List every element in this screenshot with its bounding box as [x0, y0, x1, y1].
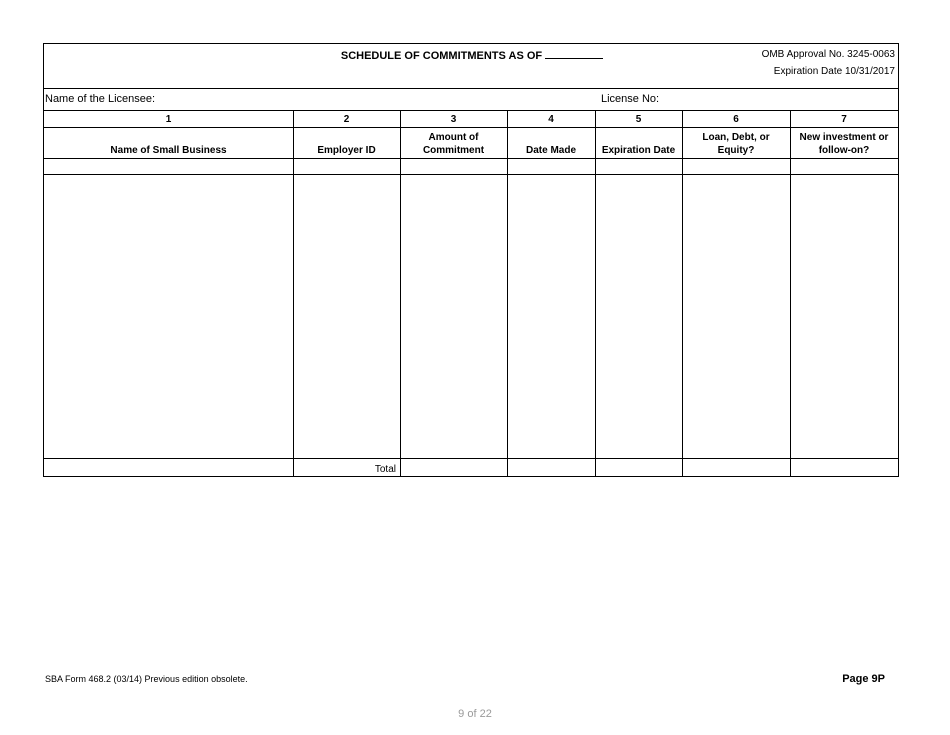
license-no-field[interactable]	[662, 90, 892, 109]
licensee-label: Name of the Licensee:	[45, 93, 156, 105]
total-label: Total	[374, 464, 396, 475]
col-header-new-or-follow-on	[790, 128, 898, 158]
col-number-5: 5	[635, 114, 642, 125]
col-header-text: Date Made	[525, 145, 576, 156]
divider-licensee	[44, 110, 898, 111]
entry-row-first[interactable]	[44, 159, 898, 174]
col-header-expiration-date	[595, 128, 682, 158]
col-header-amount	[400, 128, 507, 158]
col-header-text: Expiration Date	[601, 145, 676, 156]
license-no-label: License No:	[601, 93, 660, 105]
col-header-text: Loan, Debt, or Equity?	[702, 132, 770, 156]
commitments-form	[43, 43, 899, 477]
form-title-text: SCHEDULE OF COMMITMENTS AS OF	[340, 50, 543, 62]
col-number-6: 6	[733, 114, 739, 125]
col-number-2: 2	[343, 114, 350, 125]
divider-header	[44, 88, 898, 89]
total-row-fields[interactable]	[401, 459, 898, 477]
col-header-loan-debt-equity	[682, 128, 790, 158]
form-identifier: SBA Form 468.2 (03/14) Previous edition obsolete.	[45, 674, 248, 684]
page-label: Page 9P	[842, 673, 885, 685]
expiration-date: Expiration Date 10/31/2017	[773, 66, 895, 77]
licensee-name-field[interactable]	[156, 90, 596, 109]
col-number-4: 4	[548, 114, 554, 125]
col-header-text: New investment or follow-on?	[799, 132, 889, 156]
col-number-7: 7	[841, 114, 847, 125]
omb-approval: OMB Approval No. 3245-0063	[761, 49, 895, 60]
entry-area[interactable]	[44, 175, 898, 458]
col-number-3: 3	[450, 114, 457, 125]
page-counter: 9 of 22	[458, 708, 492, 720]
col-header-date-made	[507, 128, 595, 158]
as-of-date-field[interactable]	[545, 48, 603, 59]
col-header-employer-id	[293, 128, 400, 158]
col-header-name-small-business	[44, 128, 293, 158]
col-number-1: 1	[165, 114, 172, 125]
col-header-text: Employer ID	[317, 145, 376, 156]
col-header-text: Name of Small Business	[110, 145, 227, 156]
col-header-text: Amount of Commitment	[422, 132, 485, 156]
